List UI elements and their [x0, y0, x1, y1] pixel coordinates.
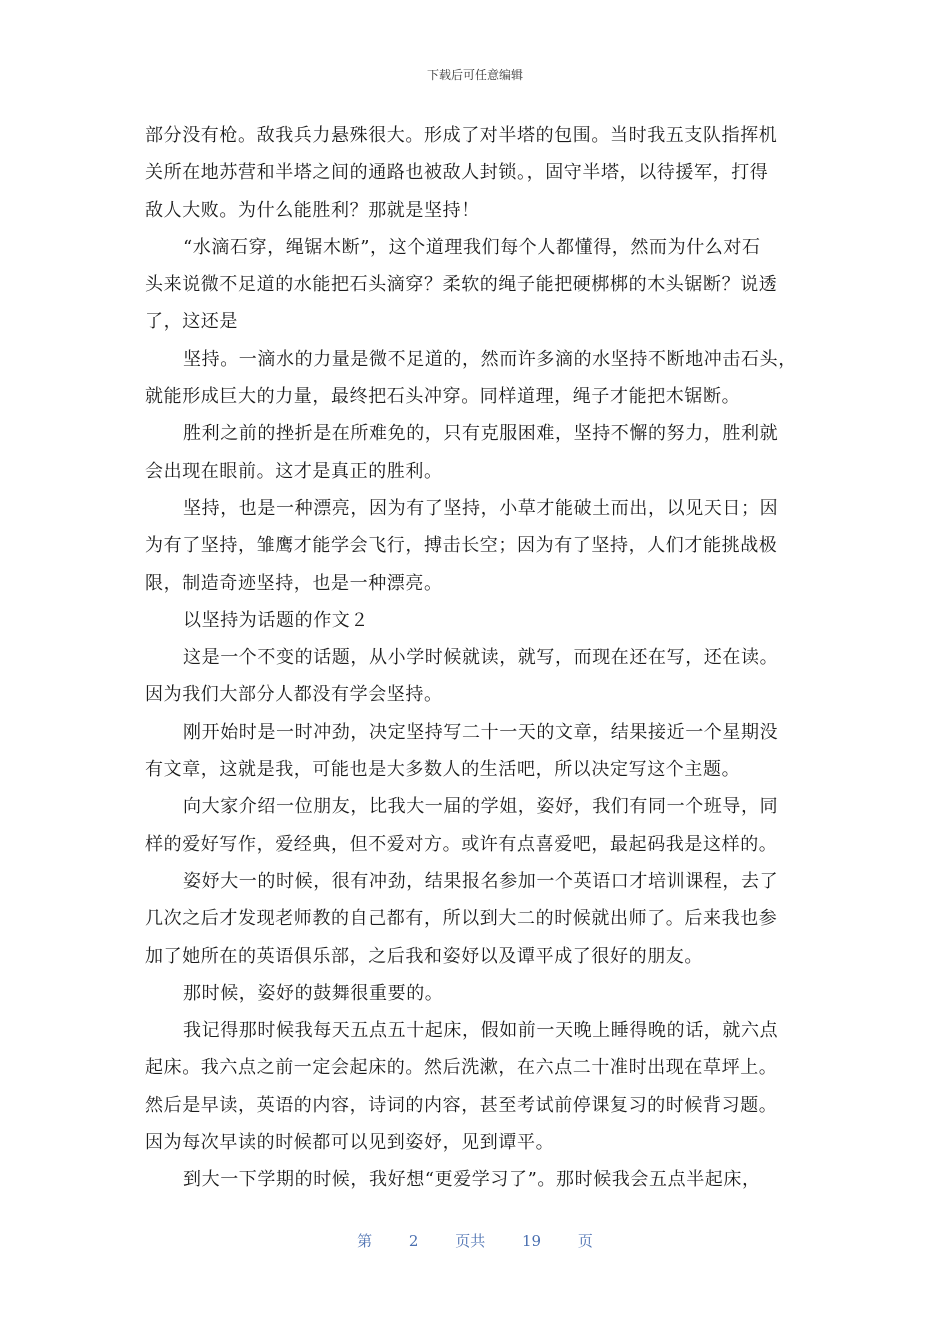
text-line-3: 敌人大败。为什么能胜利？那就是坚持！ [145, 199, 480, 221]
text-line-26: 起床。我六点之前一定会起床的。然后洗漱，在六点二十准时出现在草坪上。 [145, 1057, 778, 1079]
footer-prefix: 第 [357, 1232, 373, 1250]
text-line-29: 到大一下学期的时候，我好想“更爱学习了”。那时候我会五点半起床， [183, 1169, 761, 1191]
text-line-18: 有文章，这就是我，可能也是大多数人的生活吧，所以决定写这个主题。 [145, 759, 741, 781]
text-line-8: 就能形成巨大的力量，最终把石头冲穿。同样道理，绳子才能把木锯断。 [145, 386, 741, 408]
text-line-6: 了，这还是 [145, 311, 238, 333]
footer-middle: 页共 [455, 1232, 486, 1250]
section-heading: 以坚持为话题的作文２ [183, 609, 369, 631]
text-line-9: 胜利之前的挫折是在所难免的，只有克服困难，坚持不懈的努力，胜利就 [183, 423, 779, 445]
text-line-2: 关所在地苏营和半塔之间的通路也被敌人封锁。，固守半塔，以待援军，打得 [145, 162, 769, 184]
text-line-17: 刚开始时是一时冲劲，决定坚持写二十一天的文章，结果接近一个星期没 [183, 721, 779, 743]
text-line-10: 会出现在眼前。这才是真正的胜利。 [145, 460, 443, 482]
text-line-13: 限，制造奇迹坚持，也是一种漂亮。 [145, 572, 443, 594]
page-footer [0, 1230, 950, 1251]
text-line-19: 向大家介绍一位朋友，比我大一届的学姐，姿妤，我们有同一个班导，同 [183, 796, 779, 818]
footer-total-pages: 19 [522, 1232, 542, 1250]
text-line-22: 几次之后才发现老师教的自己都有，所以到大二的时候就出师了。后来我也参 [145, 908, 778, 930]
footer-suffix: 页 [577, 1232, 593, 1250]
page-header: 下载后可任意编辑 [426, 68, 523, 82]
text-line-11: 坚持，也是一种漂亮，因为有了坚持，小草才能破土而出，以见天日；因 [183, 497, 779, 519]
text-line-28: 因为每次早读的时候都可以见到姿妤，见到谭平。 [145, 1132, 555, 1154]
text-line-12: 为有了坚持，雏鹰才能学会飞行，搏击长空；因为有了坚持，人们才能挑战极 [145, 535, 778, 557]
text-line-15: 这是一个不变的话题，从小学时候就读，就写，而现在还在写，还在读。 [183, 647, 779, 669]
text-line-4: “水滴石穿，绳锯木断”，这个道理我们每个人都懂得，然而为什么对石 [183, 236, 761, 258]
document-body [145, 117, 805, 1199]
text-line-27: 然后是早读，英语的内容，诗词的内容，甚至考试前停课复习的时候背习题。 [145, 1094, 778, 1116]
text-line-21: 姿妤大一的时候，很有冲劲，结果报名参加一个英语口才培训课程，去了 [183, 870, 779, 892]
text-line-7: 坚持。一滴水的力量是微不足道的，然而许多滴的水坚持不断地冲击石头， [183, 348, 797, 370]
text-line-20: 样的爱好写作，爱经典，但不爱对方。或许有点喜爱吧，最起码我是这样的。 [145, 833, 778, 855]
text-line-5: 头来说微不足道的水能把石头滴穿？柔软的绳子能把硬梆梆的木头锯断？说透 [145, 274, 778, 296]
text-line-1: 部分没有枪。敌我兵力悬殊很大。形成了对半塔的包围。当时我五支队指挥机 [145, 125, 778, 146]
text-line-23: 加了她所在的英语俱乐部，之后我和姿妤以及谭平成了很好的朋友。 [145, 945, 703, 967]
text-line-24: 那时候，姿妤的鼓舞很重要的。 [183, 982, 444, 1004]
text-line-16: 因为我们大部分人都没有学会坚持。 [145, 684, 443, 706]
text-line-25: 我记得那时候我每天五点五十起床，假如前一天晚上睡得晚的话，就六点 [183, 1020, 779, 1042]
footer-page-number: 2 [408, 1232, 419, 1250]
